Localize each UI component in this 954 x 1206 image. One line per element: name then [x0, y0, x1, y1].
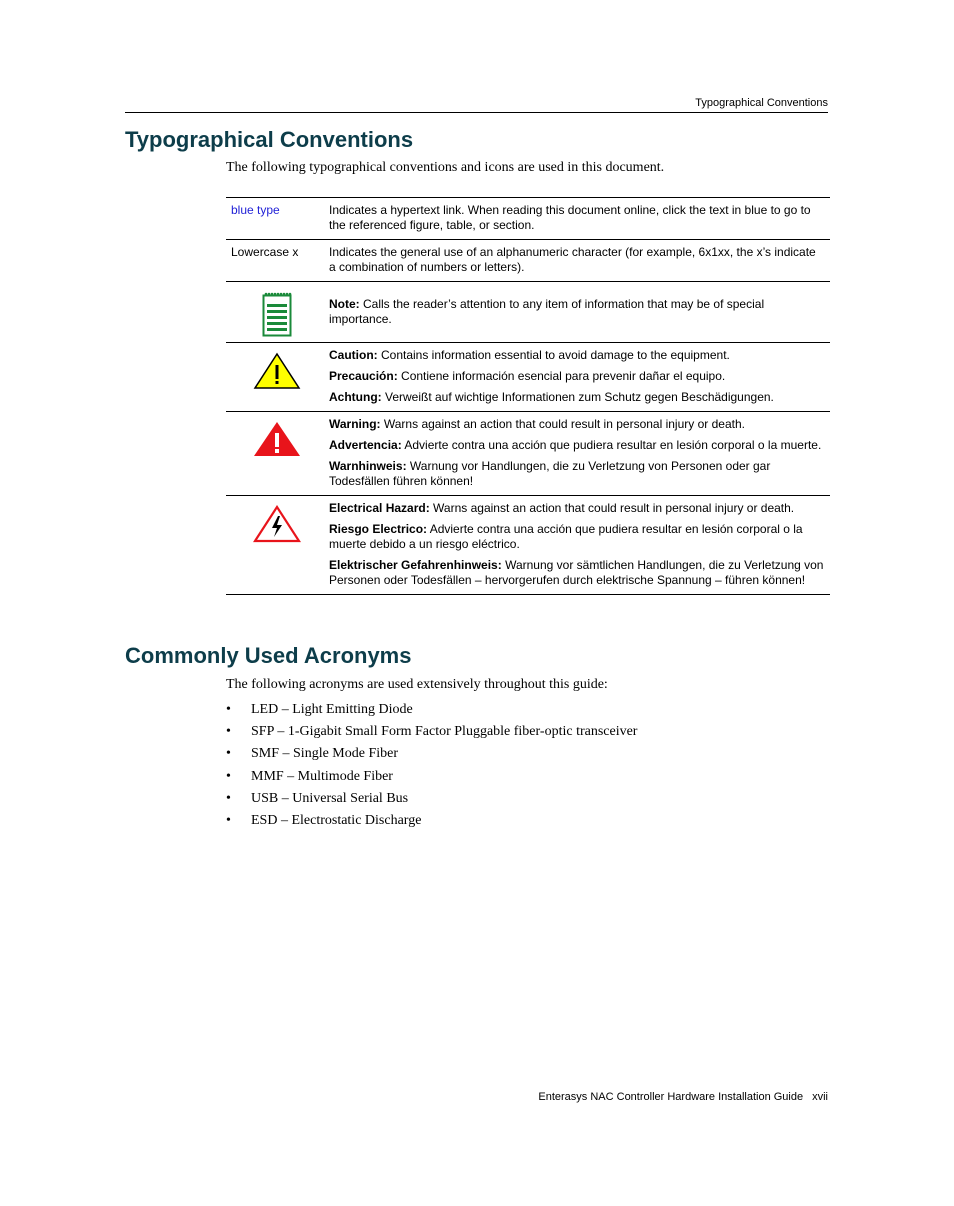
list-item: • SFP – 1-Gigabit Small Form Factor Pluggable fiber-optic transceiver — [226, 724, 638, 740]
list-item: • LED – Light Emitting Diode — [226, 702, 413, 717]
warning-icon — [252, 420, 302, 458]
conventions-intro: The following typographical conventions and icons are used in this document. — [226, 160, 665, 175]
bullet: • — [226, 812, 231, 828]
table-row — [226, 240, 830, 282]
note-text: Calls the reader’s attention to any item of information that may be of special importance. — [329, 296, 765, 326]
convention-term: Lowercase x — [226, 240, 327, 282]
bullet: • — [226, 746, 231, 762]
warning-description: Warning: Warns against an action that could result in personal injury or death. Advertencia: Advierte contra una acción que pudiera resultar en lesión corporal o la muerte. Warnhinweis: Warnung vor Handlungen, die zu Verletzung von Personen oder gar Todesfällen führen können! — [327, 412, 830, 496]
section-heading-typographical-conventions: Typographical Conventions — [125, 127, 414, 152]
note-label: Note: — [329, 296, 360, 311]
list-item: • USB – Universal Serial Bus — [226, 790, 409, 806]
section-heading-commonly-used-acronyms: Commonly Used Acronyms — [125, 643, 412, 668]
list-item: • SMF – Single Mode Fiber — [226, 746, 399, 762]
electrical-hazard-description: Electrical Hazard: Warns against an action that could result in personal injury or death. Riesgo Electrico: Advierte contra una acción que pudiera resultar en lesión corporal o la muerte debido a un riesgo eléctrico. Elektrischer Gefahrenhinweis: Warnung vor sämtlichen Handlungen, die zu Verletzung von Personen oder Todesfällen – hervorgerufen durch elektrische Spannung – führen können! — [327, 496, 830, 595]
electrical-hazard-icon — [253, 505, 301, 543]
page-footer — [125, 1090, 828, 1104]
list-item: • ESD – Electrostatic Discharge — [226, 812, 422, 828]
footer-title: Enterasys NAC Controller Hardware Installation Guide — [538, 1091, 804, 1103]
bullet: • — [226, 702, 231, 717]
note-description — [327, 282, 830, 343]
convention-term — [226, 198, 327, 240]
bullet: • — [226, 724, 231, 740]
convention-description: Indicates a hypertext link. When reading this document online, click the text in blue to go to the referenced figure, table, or section. — [327, 198, 830, 240]
table-row — [226, 343, 830, 412]
acronyms-intro: The following acronyms are used extensively throughout this guide: — [226, 677, 608, 692]
table-row — [226, 496, 830, 595]
bullet: • — [226, 768, 231, 784]
table-row — [226, 198, 830, 240]
bullet: • — [226, 790, 231, 806]
table-row — [226, 282, 830, 343]
running-header: Typographical Conventions — [125, 96, 828, 113]
caution-icon — [253, 352, 301, 390]
convention-description: Indicates the general use of an alphanumeric character (for example, 6x1xx, the x’s indicate a combination of numbers or letters). — [327, 240, 830, 282]
blue-type-link[interactable]: blue type — [231, 203, 280, 217]
table-row — [226, 412, 830, 496]
list-item: • MMF – Multimode Fiber — [226, 768, 393, 784]
page-number: xvii — [812, 1091, 828, 1103]
caution-description: Caution: Contains information essential to avoid damage to the equipment. Precaución: Contiene información esencial para prevenir dañar el equipo. Achtung: Verweißt auf wichtige Informationen zum Schutz gegen Beschädigungen. — [327, 343, 830, 412]
note-icon — [261, 291, 293, 337]
conventions-table — [226, 197, 830, 595]
acronym-list — [226, 701, 637, 834]
